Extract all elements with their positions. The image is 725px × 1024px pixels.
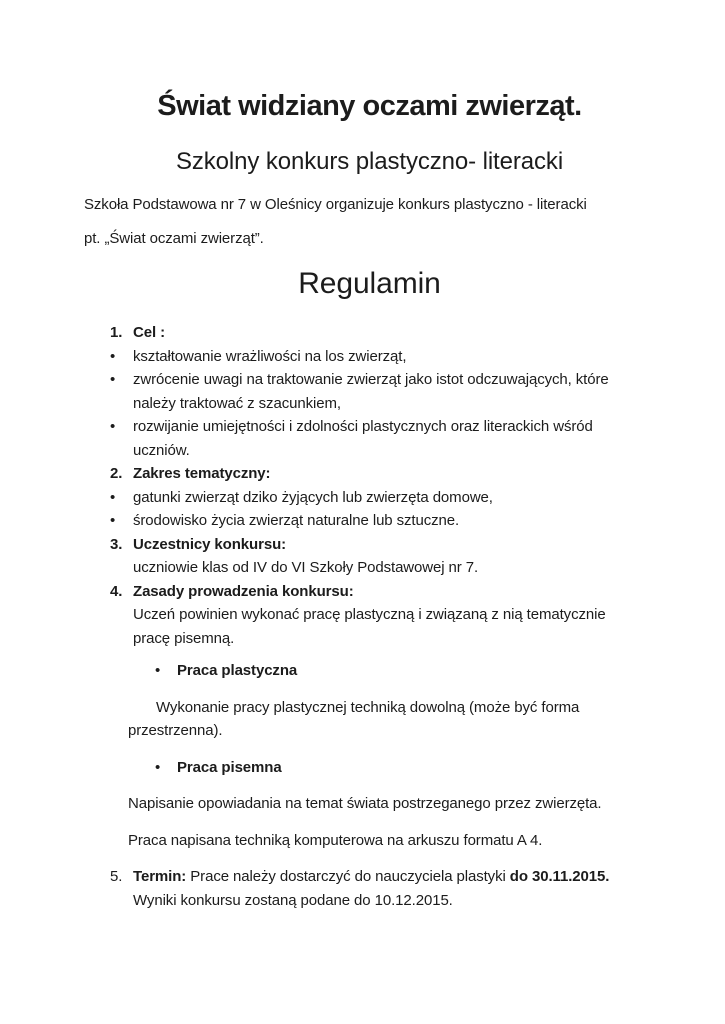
intro-paragraph [84, 188, 655, 256]
list-item-continuation: uczniowie klas od IV do VI Szkoły Podstawowej nr 7. [133, 559, 479, 576]
text-part: Termin: [133, 868, 187, 885]
bullet-icon: • [110, 512, 116, 529]
body-paragraph: Praca napisana techniką komputerowa na arkuszu formatu A 4. [128, 831, 543, 849]
list-item-numbered [110, 580, 637, 604]
list-number: 3. [110, 535, 123, 553]
document-subtitle: Szkolny konkurs plastyczno- literacki [175, 148, 564, 175]
list-item-numbered [110, 865, 637, 912]
list-item-numbered [110, 533, 637, 557]
list-item-text: zwrócenie uwagi na traktowanie zwierząt jako istot odczuwających, które należy traktować z szacunkiem, [133, 371, 609, 412]
list-item-text [133, 865, 637, 912]
list-item-bullet [110, 486, 637, 510]
list-item-bullet [110, 345, 637, 369]
list-item-numbered [110, 321, 637, 345]
list-item-text: rozwijanie umiejętności i zdolności plastycznych oraz literackich wśród uczniów. [133, 418, 593, 459]
list-item-text: kształtowanie wrażliwości na los zwierząt, [133, 347, 407, 365]
list-number: 4. [110, 582, 123, 600]
bullet-icon: • [110, 418, 116, 435]
bullet-icon: • [110, 347, 116, 365]
body-paragraph: Napisanie opowiadania na temat świata postrzeganego przez zwierzęta. [128, 795, 602, 812]
list-item-sub-bullet [155, 756, 637, 780]
list-item-text: Uczestnicy konkursu: [133, 535, 287, 553]
list-number: 1. [110, 324, 123, 341]
list-item-bullet [110, 509, 637, 533]
list-item-text: Zasady prowadzenia konkursu: [133, 582, 354, 600]
list-item-numbered [110, 462, 637, 486]
list-number: 2. [110, 465, 123, 482]
list-item-text: środowisko życia zwierząt naturalne lub sztuczne. [133, 512, 460, 529]
intro-line-2: pt. „Świat oczami zwierząt”. [84, 230, 264, 247]
intro-line-1: Szkoła Podstawowa nr 7 w Oleśnicy organizuje konkurs plastyczno - literacki [84, 196, 587, 213]
list-number: 5. [110, 868, 123, 885]
bullet-icon: • [110, 488, 116, 506]
text-part: Prace należy dostarczyć do nauczyciela plastyki [186, 868, 510, 885]
list-item-text: Praca plastyczna [177, 662, 298, 679]
list-item-second-line: Wyniki konkursu zostaną podane do 10.12.2015. [133, 891, 453, 909]
text-part: do 30.11.2015. [509, 868, 610, 885]
list-item-text: gatunki zwierząt dziko żyjących lub zwierzęta domowe, [133, 488, 493, 506]
list-item-text: Zakres tematyczny: [133, 465, 271, 482]
document-title: Świat widziany oczami zwierząt. [157, 90, 582, 122]
list-item-text: Praca pisemna [177, 758, 282, 776]
list-item-bullet [110, 415, 637, 462]
list-item-sub-bullet [155, 659, 637, 683]
bullet-icon: • [110, 371, 116, 388]
list-item-continuation: Uczeń powinien wykonać pracę plastyczną i związaną z nią tematycznie pracę pisemną. [133, 606, 606, 647]
regulations-list [84, 321, 637, 912]
body-paragraph: Wykonanie pracy plastycznej techniką dowolną (może być forma przestrzenna). [128, 698, 580, 739]
bullet-icon: • [155, 758, 161, 776]
list-item-text: Cel : [133, 324, 166, 341]
section-heading: Regulamin [298, 267, 441, 300]
bullet-icon: • [155, 662, 161, 679]
list-item-bullet [110, 368, 637, 415]
